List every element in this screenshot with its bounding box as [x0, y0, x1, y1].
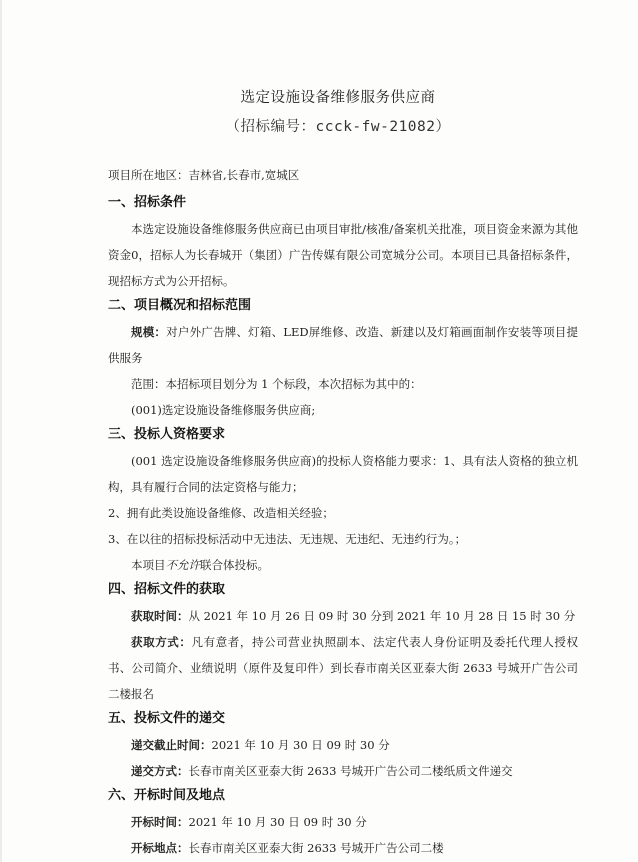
section-heading: 五、投标文件的递交	[108, 711, 226, 727]
document-title: 选定设施设备维修服务供应商	[240, 90, 436, 106]
acquisition-time-label: 获取时间：	[131, 609, 189, 624]
section-document-acquisition	[108, 581, 578, 707]
consortium-note	[108, 552, 578, 578]
lot-item: (001)选定设施设备维修服务供应商;	[131, 403, 316, 418]
qualification-item-3: 3、在以往的招标投标活动中无违法、无违规、无违纪、无违约行为。；	[108, 532, 467, 547]
opening-time	[108, 809, 578, 835]
project-scale	[108, 319, 578, 371]
consortium-note-start: 本项目	[131, 558, 166, 573]
opening-place-label: 开标地点：	[131, 841, 189, 856]
section-heading: 三、投标人资格要求	[108, 427, 226, 443]
acquisition-way-text: 凡有意者，持公司营业执照副本、法定代表人身份证明及委托代理人授权书、公司简介、业绩说明（原件及复印件）到长春市南关区亚泰大街 2633 号城开广告公司二楼报名	[108, 635, 579, 702]
acquisition-way	[108, 629, 578, 707]
section-bid-opening	[108, 787, 578, 861]
section-bidder-qualification	[108, 426, 578, 578]
project-area	[108, 168, 578, 183]
consortium-not-allowed: 不允许	[165, 558, 200, 573]
section-heading: 一、招标条件	[108, 195, 187, 211]
area-value: 吉林省,长春市,宽城区	[188, 168, 300, 182]
acquisition-way-label: 获取方式：	[131, 635, 192, 650]
section-project-overview	[108, 297, 578, 423]
qualification-item-2: 2、拥有此类设施设备维修、改造相关经验；	[108, 506, 334, 521]
deadline-label: 递交截止时间：	[131, 738, 212, 753]
acquisition-time-text: 从 2021 年 10 月 26 日 09 时 30 分到 2021 年 10 月 28 日 15 时 30 分	[188, 609, 576, 624]
submission-way-text: 长春市南关区亚泰大街 2633 号城开广告公司二楼纸质文件递交	[188, 764, 513, 779]
section-heading: 二、项目概况和招标范围	[108, 298, 252, 314]
scale-label: 规模：	[131, 325, 167, 340]
area-label: 项目所在地区：	[108, 168, 189, 182]
opening-place-text: 长春市南关区亚泰大街 2633 号城开广告公司二楼	[188, 841, 444, 856]
range-label: 范围：	[131, 377, 166, 392]
opening-place	[108, 835, 578, 861]
section-tender-conditions	[108, 194, 578, 294]
scale-text: 对户外广告牌、灯箱、LED屏维修、改造、新建以及灯箱画面制作安装等项目提供服务	[108, 325, 579, 366]
opening-time-label: 开标时间：	[131, 815, 189, 830]
qualification-text: (001 选定设施设备维修服务供应商)的投标人资格能力要求：1、具有法人资格的独立机构，具有履行合同的法定资格与能力；	[108, 454, 578, 495]
section-heading: 四、招标文件的获取	[108, 582, 226, 598]
submission-deadline	[108, 732, 578, 758]
section-heading: 六、开标时间及地点	[108, 788, 226, 804]
deadline-text: 2021 年 10 月 30 日 09 时 30 分	[211, 738, 390, 753]
section-bid-submission	[108, 710, 578, 784]
project-range	[108, 371, 578, 397]
consortium-note-end: 联合体投标。	[200, 558, 269, 573]
bid-number: （招标编号：ccck-fw-21082）	[225, 119, 451, 135]
acquisition-time	[108, 603, 578, 629]
submission-way-label: 递交方式：	[131, 764, 189, 779]
range-text: 本招标项目划分为 1 个标段，本次招标为其中的：	[165, 377, 422, 392]
opening-time-text: 2021 年 10 月 30 日 09 时 30 分	[188, 815, 367, 830]
submission-way	[108, 758, 578, 784]
tender-conditions-text: 本选定设施设备维修服务供应商已由项目审批/核准/备案机关批准，项目资金来源为其他资金0，招标人为长春城开（集团）广告传媒有限公司宽城分公司。本项目已具备招标条件，现招标方式为公开招标。	[108, 222, 578, 289]
